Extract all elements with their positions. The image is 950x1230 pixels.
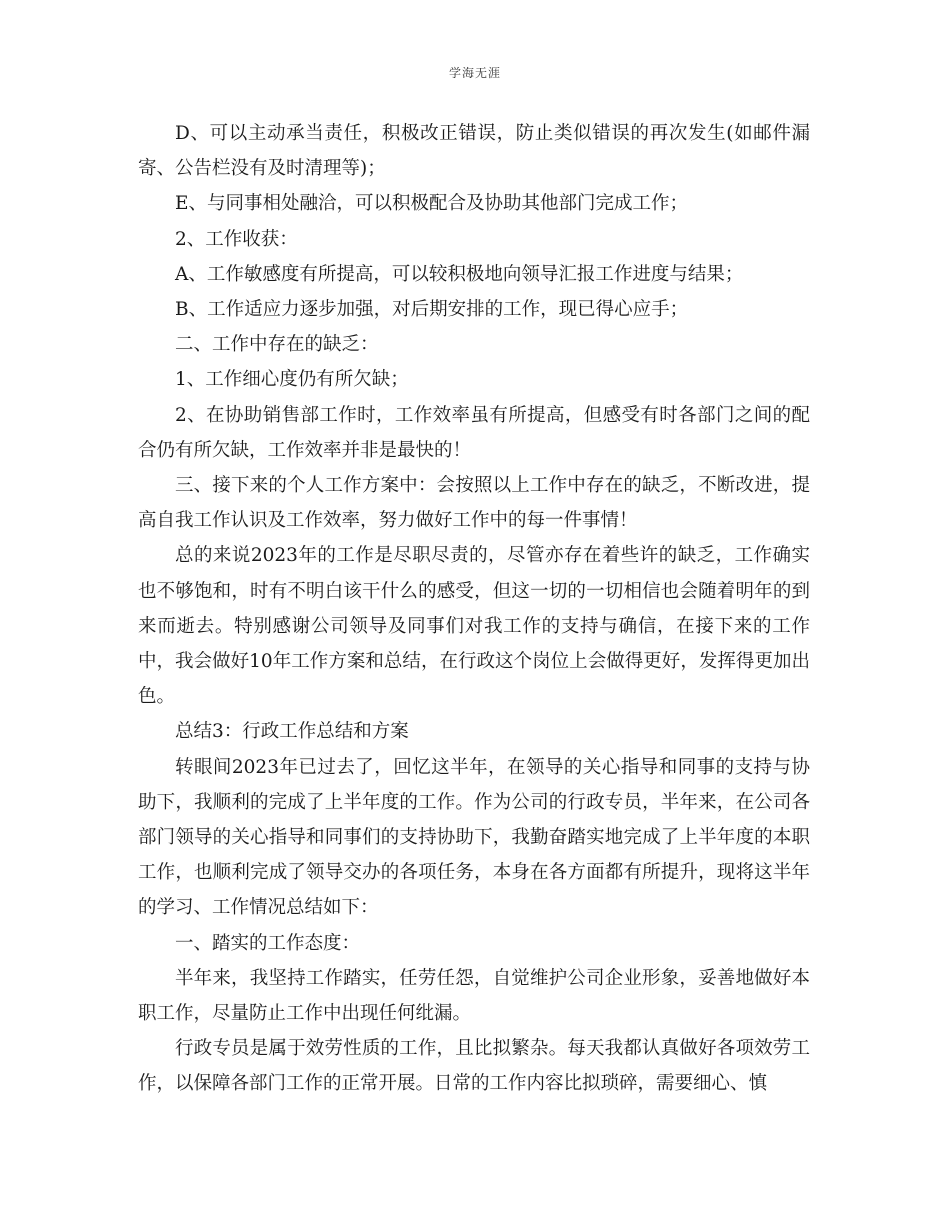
paragraph: 一、踏实的工作态度： — [175, 932, 361, 954]
paragraph: 行政专员是属于效劳性质的工作，且比拟繁杂。每天我都认真做好各项效劳工作，以保障各部门工作的正常开展。日常的工作内容比拟琐碎，需要细心、慎 — [138, 1038, 810, 1095]
paragraph: 三、接下来的个人工作方案中：会按照以上工作中存在的缺乏，不断改进，提高自我工作认识及工作效率，努力做好工作中的每一件事情！ — [138, 475, 810, 532]
page-header: 学海无涯 — [448, 66, 501, 80]
paragraph: 1、工作细心度仍有所欠缺； — [175, 369, 409, 391]
section-title: 总结3：行政工作总结和方案 — [175, 721, 409, 743]
paragraph: 2、工作收获： — [175, 228, 298, 250]
paragraph: 半年来，我坚持工作踏实，任劳任怨，自觉维护公司企业形象，妥善地做好本职工作，尽量防止工作中出现任何纰漏。 — [138, 967, 810, 1025]
paragraph: B、工作适应力逐步加强，对后期安排的工作，现已得心应手； — [175, 299, 689, 321]
document-body — [138, 116, 810, 1102]
paragraph: 总的来说2023年的工作是尽职尽责的，尽管亦存在着些许的缺乏，工作确实也不够饱和，时有不明白该干什么的感受，但这一切的一切相信也会随着明年的到来而逝去。特别感谢公司领导及同事们对我工作的支持与确信，在接下来的工作中，我会做好10年工作方案和总结，在行政这个岗位上会做得更好，发挥得更加出色。 — [138, 545, 810, 708]
paragraph: D、可以主动承当责任，积极改正错误，防止类似错误的再次发生(如邮件漏寄、公告栏没有及时清理等)； — [138, 123, 810, 180]
paragraph: 二、工作中存在的缺乏： — [175, 334, 379, 356]
paragraph: A、工作敏感度有所提高，可以较积极地向领导汇报工作进度与结果； — [175, 263, 744, 285]
paragraph: E、与同事相处融洽，可以积极配合及协助其他部门完成工作； — [175, 193, 689, 215]
paragraph: 转眼间2023年已过去了，回忆这半年，在领导的关心指导和同事的支持与协助下，我顺利的完成了上半年度的工作。作为公司的行政专员，半年来，在公司各部门领导的关心指导和同事们的支持协助下，我勤奋踏实地完成了上半年度的本职工作，也顺利完成了领导交办的各项任务，本身在各方面都有所提升，现将这半年的学习、工作情况总结如下： — [138, 756, 810, 919]
paragraph: 2、在协助销售部工作时，工作效率虽有所提高，但感受有时各部门之间的配合仍有所欠缺，工作效率并非是最快的！ — [138, 404, 810, 461]
